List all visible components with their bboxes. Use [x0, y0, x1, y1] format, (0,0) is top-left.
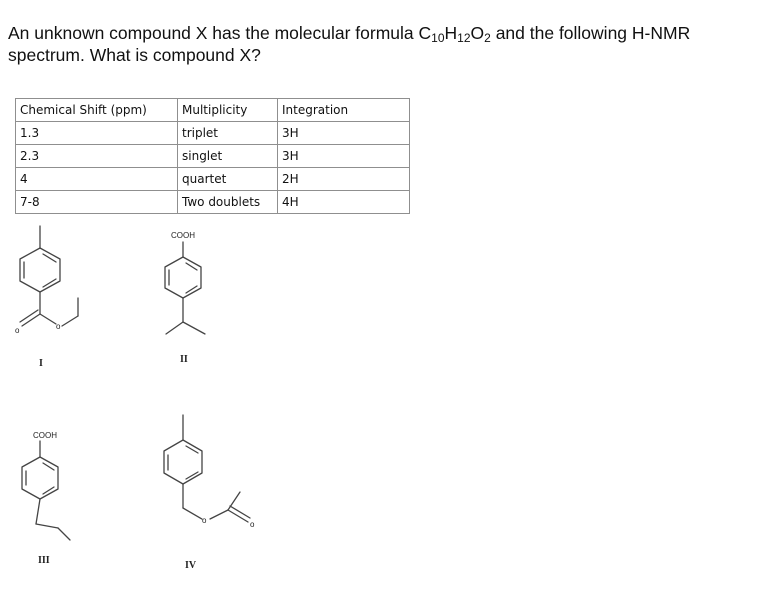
carbonyl-double-bond [20, 310, 38, 322]
formula-subscript-o: 2 [484, 31, 491, 45]
benzene-ring [165, 257, 201, 298]
header-multiplicity: Multiplicity [178, 99, 278, 122]
carbonyl-double-bond [230, 506, 250, 518]
isopropyl-bond [183, 322, 205, 334]
ring-double-bond [186, 472, 198, 479]
ester-bond [40, 314, 56, 324]
formula-h: H [444, 23, 458, 43]
structure-iv [164, 415, 255, 529]
header-integration: Integration [278, 99, 410, 122]
cell-integration: 4H [278, 191, 410, 214]
ring-double-bond [43, 279, 56, 287]
label-iv: IV [185, 560, 197, 571]
question-line1-end: and the following H-NMR [490, 23, 691, 43]
cell-multiplicity: triplet [178, 122, 278, 145]
carbonyl-oxygen-label: o [250, 520, 255, 529]
cell-shift: 4 [16, 168, 178, 191]
header-chemical-shift: Chemical Shift (ppm) [16, 99, 178, 122]
cell-multiplicity: singlet [178, 145, 278, 168]
benzene-ring [164, 440, 202, 484]
cell-shift: 7-8 [16, 191, 178, 214]
ring-double-bond [186, 286, 197, 293]
cell-integration: 2H [278, 168, 410, 191]
ester-oxygen-label: o [56, 322, 61, 331]
structure-ii [165, 231, 205, 334]
label-ii: II [180, 354, 188, 365]
benzene-ring [22, 457, 58, 499]
ch2-o-bond [183, 508, 202, 519]
benzene-ring [20, 248, 60, 292]
label-iii: III [38, 555, 50, 566]
cooh-label: COOH [171, 231, 195, 240]
ethyl-bond [62, 316, 78, 326]
ester-oxygen-label: o [202, 516, 207, 525]
o-carbonyl-bond [210, 510, 228, 519]
structure-iii [22, 431, 70, 540]
cell-integration: 3H [278, 122, 410, 145]
acetyl-methyl-bond [228, 492, 240, 510]
label-i: I [39, 358, 43, 369]
propyl-bond [36, 524, 58, 528]
isopropyl-bond [166, 322, 183, 334]
propyl-bond [58, 528, 70, 540]
question-line2: spectrum. What is compound X? [8, 45, 261, 65]
question-line1-start: An unknown compound X has the molecular formula C [8, 23, 432, 43]
formula-subscript-c: 10 [431, 31, 445, 45]
propyl-bond [36, 499, 40, 524]
cell-multiplicity: quartet [178, 168, 278, 191]
carbonyl-double-bond [228, 510, 248, 522]
ring-double-bond [43, 487, 54, 494]
cell-shift: 2.3 [16, 145, 178, 168]
cell-shift: 1.3 [16, 122, 178, 145]
formula-subscript-h: 12 [457, 31, 471, 45]
cell-integration: 3H [278, 145, 410, 168]
carbonyl-double-bond [22, 314, 40, 326]
formula-o: O [470, 23, 485, 43]
cell-multiplicity: Two doublets [178, 191, 278, 214]
structure-i [15, 226, 78, 335]
carbonyl-oxygen-label: o [15, 326, 20, 335]
cooh-label: COOH [33, 431, 57, 440]
